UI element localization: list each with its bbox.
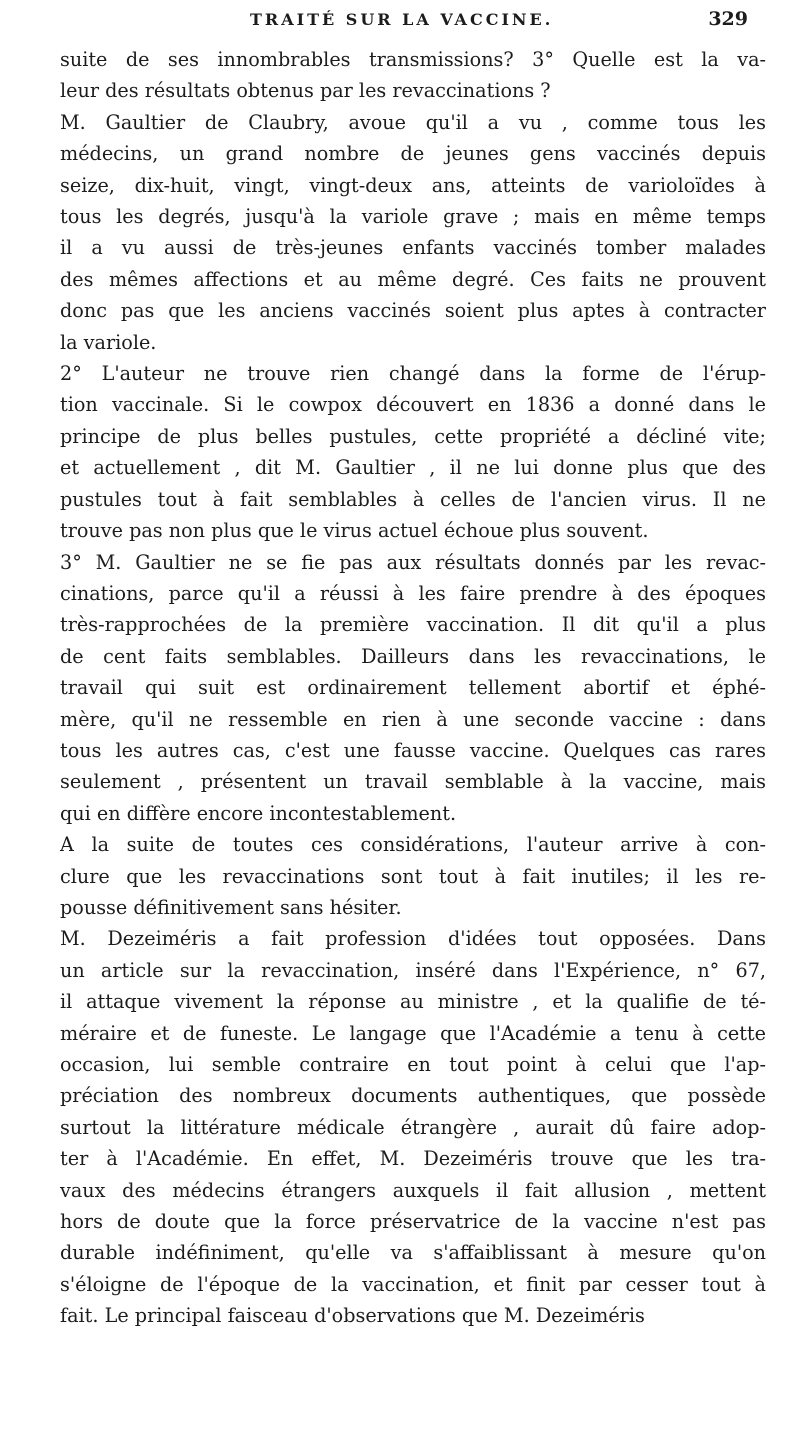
text-line: un article sur la revaccination, inséré dans l'Expérience, n° 67, (60, 958, 766, 982)
text-line: seulement , présentent un travail semblable à la vaccine, mais (60, 770, 766, 794)
text-line: pustules tout à fait semblables à celles de l'ancien virus. Il ne (60, 487, 766, 511)
text-line: pousse définitivement sans hésiter. (60, 895, 402, 919)
text-line: mère, qu'il ne ressemble en rien à une seconde vaccine : dans (60, 707, 766, 731)
text-line: seize, dix-huit, vingt, vingt-deux ans, atteints de varioloïdes à (60, 173, 766, 197)
page-header (0, 6, 800, 32)
text-line: hors de doute que la force préservatrice de la vaccine n'est pas (60, 1210, 766, 1234)
text-line: et actuellement , dit M. Gaultier , il ne lui donne plus que des (60, 456, 766, 480)
text-line: surtout la littérature médicale étrangère , aurait dû faire adop- (60, 1115, 766, 1139)
running-title: TRAITÉ SUR LA VACCINE. (250, 10, 554, 29)
text-line: médecins, un grand nombre de jeunes gens vaccinés depuis (60, 142, 766, 166)
text-line: de cent faits semblables. Dailleurs dans les revaccinations, le (60, 644, 766, 668)
text-line: il attaque vivement la réponse au ministre , et la qualifie de té- (60, 990, 766, 1014)
text-line: tous les autres cas, c'est une fausse vaccine. Quelques cas rares (60, 738, 766, 762)
text-line: vaux des médecins étrangers auxquels il fait allusion , mettent (60, 1178, 766, 1202)
text-line: clure que les revaccinations sont tout à fait inutiles; il les re- (60, 864, 766, 888)
text-line: tous les degrés, jusqu'à la variole grave ; mais en même temps (60, 205, 766, 229)
page-number: 329 (708, 8, 748, 30)
text-line: il a vu aussi de très-jeunes enfants vaccinés tomber malades (60, 236, 766, 260)
text-line: méraire et de funeste. Le langage que l'Académie a tenu à cette (60, 1021, 766, 1045)
text-line: tion vaccinale. Si le cowpox découvert en 1836 a donné dans le (60, 393, 766, 417)
text-line: préciation des nombreux documents authentiques, que possède (60, 1084, 766, 1108)
text-line: la variole. (60, 330, 157, 354)
text-line: leur des résultats obtenus par les revaccinations ? (60, 79, 551, 103)
text-line: 2° L'auteur ne trouve rien changé dans la forme de l'érup- (60, 362, 766, 386)
text-line: des mêmes affections et au même degré. Ces faits ne prouvent (60, 267, 766, 291)
text-line: trouve pas non plus que le virus actuel échoue plus souvent. (60, 519, 649, 543)
text-line: qui en diffère encore incontestablement. (60, 801, 457, 825)
text-line: donc pas que les anciens vaccinés soient plus aptes à contracter (60, 299, 766, 323)
text-line: très-rapprochées de la première vaccination. Il dit qu'il a plus (60, 613, 766, 637)
body-text (60, 44, 766, 1332)
text-line: principe de plus belles pustules, cette propriété a décliné vite; (60, 424, 766, 448)
text-line: travail qui suit est ordinairement tellement abortif et éphé- (60, 676, 766, 700)
text-line: ter à l'Académie. En effet, M. Dezeiméris trouve que les tra- (60, 1147, 766, 1171)
text-line: M. Gaultier de Claubry, avoue qu'il a vu , comme tous les (60, 110, 766, 134)
text-line: s'éloigne de l'époque de la vaccination, et finit par cesser tout à (60, 1272, 766, 1296)
text-line: M. Dezeiméris a fait profession d'idées tout opposées. Dans (60, 927, 766, 951)
text-line: suite de ses innombrables transmissions? 3° Quelle est la va- (60, 48, 766, 71)
text-line: durable indéfiniment, qu'elle va s'affaiblissant à mesure qu'on (60, 1241, 766, 1265)
text-line: A la suite de toutes ces considérations, l'auteur arrive à con- (60, 833, 766, 857)
text-line: cinations, parce qu'il a réussi à les faire prendre à des époques (60, 581, 766, 605)
text-line: fait. Le principal faisceau d'observations que M. Dezeiméris (60, 1304, 645, 1328)
text-line: occasion, lui semble contraire en tout point à celui que l'ap- (60, 1053, 766, 1076)
text-line: 3° M. Gaultier ne se fie pas aux résultats donnés par les revac- (60, 550, 766, 574)
